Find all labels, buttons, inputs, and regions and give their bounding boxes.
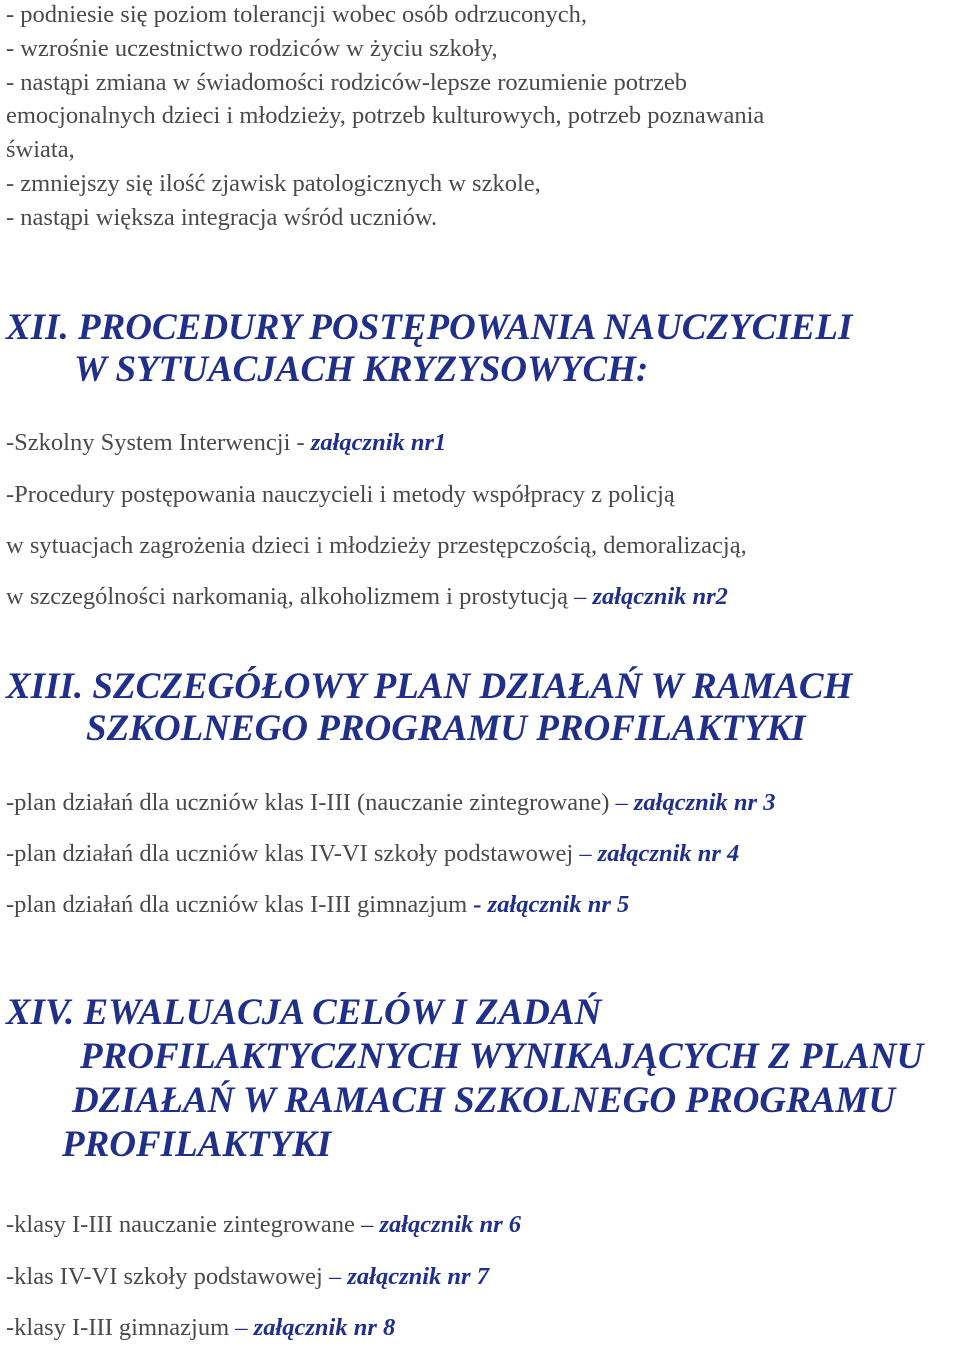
- item-text: -Szkolny System Interwencji -: [6, 429, 311, 456]
- section-number: XIV.: [6, 992, 75, 1033]
- section-title-line: EWALUACJA CELÓW I ZADAŃ: [83, 992, 602, 1033]
- dash: –: [329, 1263, 342, 1290]
- section-title-line: SZCZEGÓŁOWY PLAN DZIAŁAŃ W RAMACH: [92, 666, 853, 707]
- section-number: XIII.: [6, 666, 84, 707]
- attachment-ref: załącznik nr 5: [481, 891, 630, 918]
- section-14-heading: [6, 992, 601, 1034]
- list-item: [6, 1210, 521, 1240]
- section-title-line: SZKOLNEGO PROGRAMU PROFILAKTYKI: [86, 708, 806, 749]
- dash: –: [361, 1211, 374, 1238]
- item-text: -klasy I-III gimnazjum: [6, 1314, 236, 1341]
- attachment-ref: załącznik nr 4: [591, 840, 740, 867]
- intro-line: - zmniejszy się ilość zjawisk patologicznych w szkole,: [6, 170, 541, 197]
- list-item: [6, 1262, 489, 1292]
- section-title-line: DZIAŁAŃ W RAMACH SZKOLNEGO PROGRAMU: [72, 1080, 896, 1121]
- intro-line: - nastąpi większa integracja wśród uczniów.: [6, 204, 438, 231]
- list-item: [6, 428, 446, 458]
- section-12-heading: [6, 307, 852, 349]
- intro-line: - podniesie się poziom tolerancji wobec osób odrzuconych,: [6, 1, 588, 28]
- list-item: w sytuacjach zagrożenia dzieci i młodzieży przestępczością, demoralizacją,: [6, 532, 747, 559]
- dash: –: [235, 1314, 248, 1341]
- attachment-ref: załącznik nr1: [310, 429, 447, 456]
- dash: –: [574, 583, 587, 610]
- intro-line: świata,: [6, 136, 75, 163]
- list-item: [6, 839, 739, 869]
- section-title-line: PROFILAKTYKI: [62, 1124, 332, 1165]
- dash: –: [579, 840, 592, 867]
- attachment-ref: załącznik nr 6: [373, 1211, 522, 1238]
- section-title-line: PROFILAKTYCZNYCH WYNIKAJĄCYCH Z PLANU: [80, 1036, 924, 1077]
- section-title-line: PROCEDURY POSTĘPOWANIA NAUCZYCIELI: [77, 307, 853, 348]
- item-text: -plan działań dla uczniów klas I-III (nauczanie zintegrowane): [6, 789, 616, 816]
- section-number: XII.: [6, 307, 69, 348]
- list-item: [6, 1313, 395, 1343]
- list-item: [6, 788, 775, 818]
- item-text: -klas IV-VI szkoły podstawowej: [6, 1263, 329, 1290]
- attachment-ref: załącznik nr 3: [627, 789, 776, 816]
- attachment-ref: załącznik nr2: [586, 583, 728, 610]
- intro-line: - wzrośnie uczestnictwo rodziców w życiu szkoły,: [6, 35, 498, 62]
- dash: –: [615, 789, 628, 816]
- section-title-line: W SYTUACJACH KRYZYSOWYCH:: [74, 349, 649, 390]
- attachment-ref: załącznik nr 8: [247, 1314, 396, 1341]
- dash: -: [473, 891, 482, 918]
- item-text: -plan działań dla uczniów klas I-III gimnazjum: [6, 891, 474, 918]
- item-text: -klasy I-III nauczanie zintegrowane: [6, 1211, 362, 1238]
- list-item: [6, 582, 728, 612]
- section-13-heading: [6, 666, 852, 708]
- attachment-ref: załącznik nr 7: [341, 1263, 489, 1290]
- item-text: -plan działań dla uczniów klas IV-VI szkoły podstawowej: [6, 840, 580, 867]
- intro-line: - nastąpi zmiana w świadomości rodziców-lepsze rozumienie potrzeb: [6, 69, 687, 96]
- list-item: [6, 890, 629, 920]
- list-item: -Procedury postępowania nauczycieli i metody współpracy z policją: [6, 481, 675, 508]
- intro-line: emocjonalnych dzieci i młodzieży, potrzeb kulturowych, potrzeb poznawania: [6, 102, 765, 129]
- item-text: w szczególności narkomanią, alkoholizmem i prostytucją: [6, 583, 575, 610]
